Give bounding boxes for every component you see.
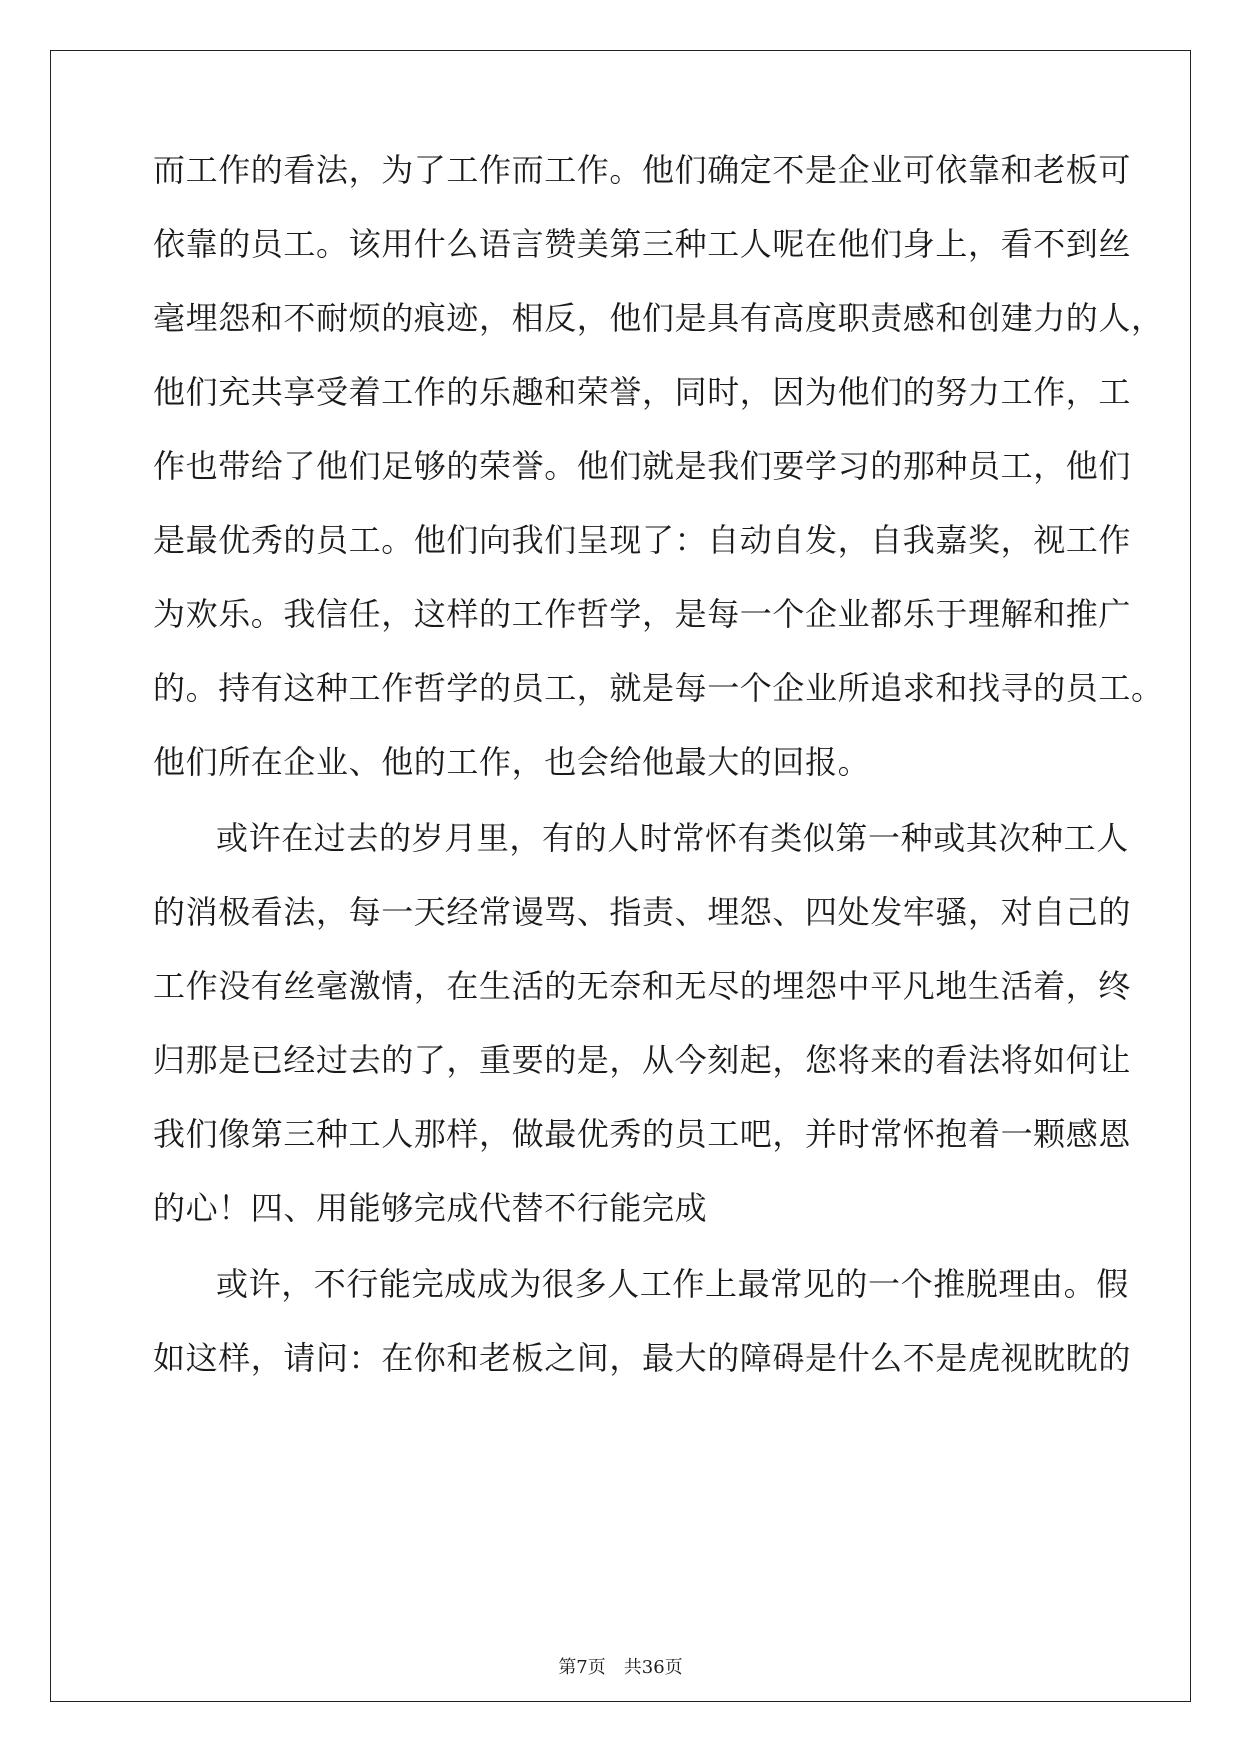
text-line: 他们所在企业、他的工作，也会给他最大的回报。 [153,743,871,781]
paragraph-first-line: 或许在过去的岁月里，有的人时常怀有类似第一种或其次种工人 [216,819,1129,857]
text-line: 的。持有这种工作哲学的员工，就是每一个企业所追求和找寻的员工。 [153,669,1164,707]
page-number: 第7页 [558,1657,606,1678]
text-line: 作也带给了他们足够的荣誉。他们就是我们要学习的那种员工，他们 [153,447,1132,485]
text-line: 的心！四、用能够完成代替不行能完成 [153,1189,708,1227]
text-line: 而工作的看法，为了工作而工作。他们确定不是企业可依靠和老板可 [153,151,1132,189]
page-total: 共36页 [623,1657,683,1678]
text-line: 毫埋怨和不耐烦的痕迹，相反，他们是具有高度职责感和创建力的人， [153,299,1164,337]
text-line: 归那是已经过去的了，重要的是，从今刻起，您将来的看法将如何让 [153,1041,1132,1079]
page-footer [0,1657,1241,1679]
text-line: 我们像第三种工人那样，做最优秀的员工吧，并时常怀抱着一颗感恩 [153,1115,1132,1153]
text-line: 如这样，请问：在你和老板之间，最大的障碍是什么不是虎视眈眈的 [153,1339,1132,1377]
text-line: 依靠的员工。该用什么语言赞美第三种工人呢在他们身上，看不到丝 [153,225,1132,263]
paragraph-first-line: 或许，不行能完成成为很多人工作上最常见的一个推脱理由。假 [216,1265,1129,1303]
text-line: 工作没有丝毫激情，在生活的无奈和无尽的埋怨中平凡地生活着，终 [153,967,1132,1005]
text-line: 为欢乐。我信任，这样的工作哲学，是每一个企业都乐于理解和推广 [153,595,1132,633]
text-line: 是最优秀的员工。他们向我们呈现了：自动自发，自我嘉奖，视工作 [153,521,1132,559]
text-line: 的消极看法，每一天经常谩骂、指责、埋怨、四处发牢骚，对自己的 [153,893,1132,931]
text-line: 他们充共享受着工作的乐趣和荣誉，同时，因为他们的努力工作，工 [153,373,1132,411]
